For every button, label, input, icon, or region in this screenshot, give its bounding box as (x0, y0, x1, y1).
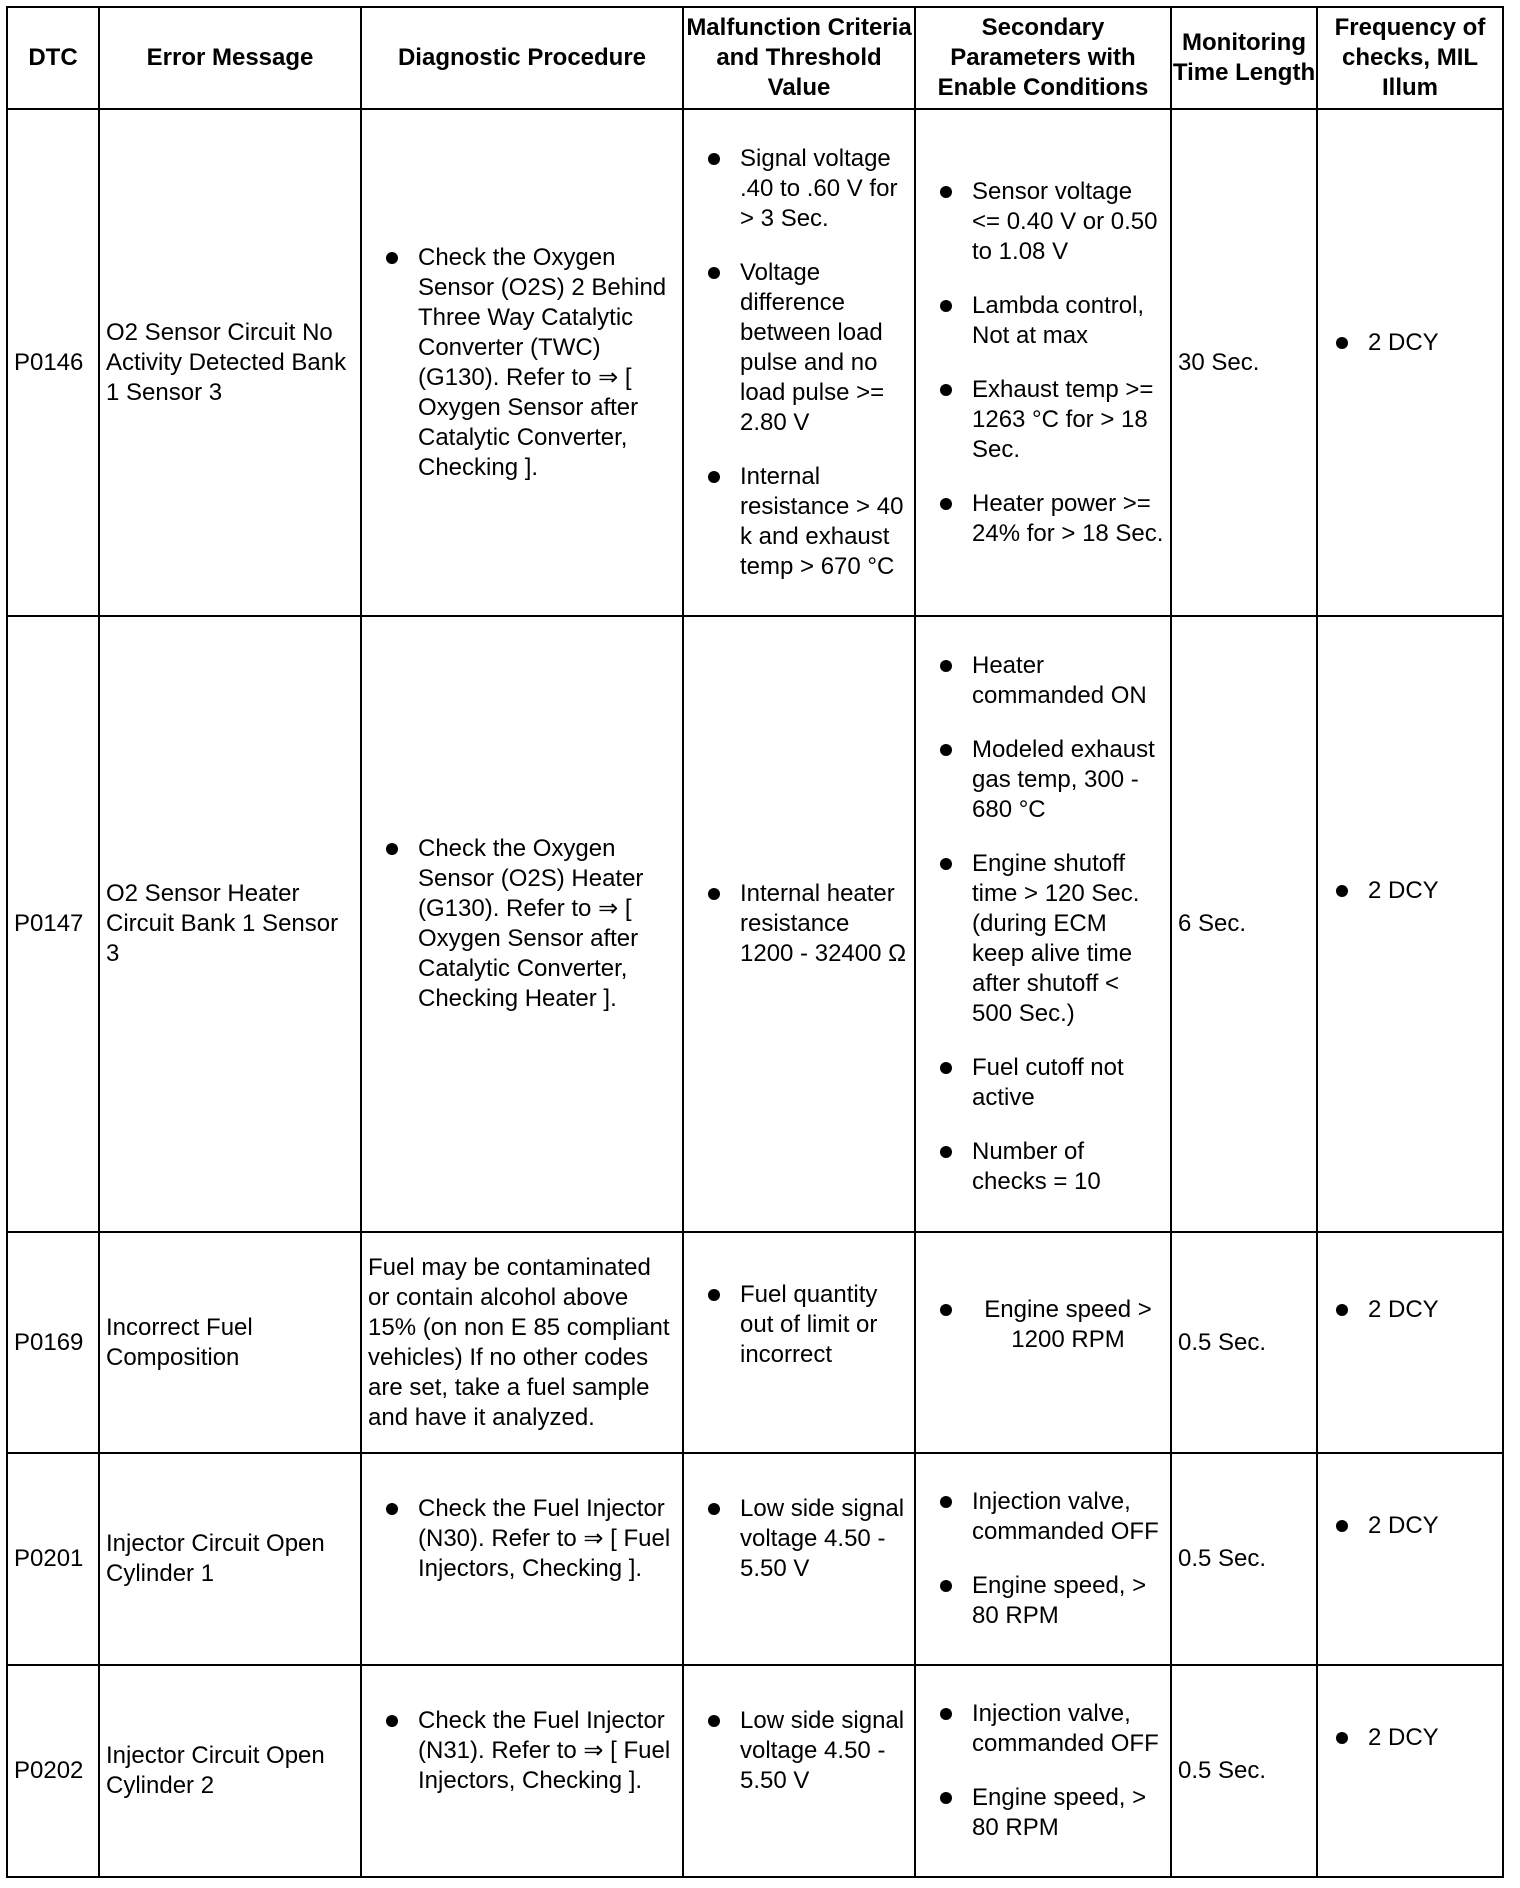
frequency (1318, 1295, 1502, 1325)
dtc-code: P0169 (14, 1328, 84, 1356)
header-dtc: DTC (7, 7, 99, 109)
secondary-parameters (916, 177, 1170, 549)
parameter-item: Heater commanded ON (938, 651, 1164, 711)
frequency-item: 2 DCY (1334, 1723, 1496, 1753)
monitoring-time: 30 Sec. (1178, 348, 1260, 376)
frequency (1318, 876, 1502, 906)
parameter-item: Engine speed, > 80 RPM (938, 1783, 1164, 1843)
frequency-item: 2 DCY (1334, 328, 1496, 358)
monitoring-time: 6 Sec. (1178, 910, 1247, 937)
table-row (7, 109, 1503, 616)
criteria-item: Low side signal voltage 4.50 - 5.50 V (706, 1494, 908, 1584)
dtc-code: P0201 (14, 1545, 84, 1572)
dtc-code: P0147 (14, 910, 84, 937)
table-row (7, 616, 1503, 1232)
frequency-item: 2 DCY (1334, 876, 1496, 906)
secondary-parameters (916, 1295, 1170, 1355)
error-message: Injector Circuit Open Cylinder 2 (106, 1742, 325, 1799)
header-diagnostic-procedure: Diagnostic Procedure (361, 7, 683, 109)
parameter-item: Modeled exhaust gas temp, 300 - 680 °C (938, 735, 1164, 825)
parameter-item: Number of checks = 10 (938, 1137, 1164, 1197)
header-frequency: Frequency of checks, MIL Illum (1317, 7, 1503, 109)
diagnostic-procedure (362, 834, 682, 1014)
header-malfunction-criteria: Malfunction Criteria and Threshold Value (683, 7, 915, 109)
secondary-parameters (916, 1699, 1170, 1843)
table-row (7, 1232, 1503, 1453)
criteria-item: Low side signal voltage 4.50 - 5.50 V (706, 1706, 908, 1796)
parameter-item: Injection valve, commanded OFF (938, 1699, 1164, 1759)
diagnostic-procedure (362, 243, 682, 483)
parameter-item: Injection valve, commanded OFF (938, 1487, 1164, 1547)
dtc-code: P0202 (14, 1757, 84, 1784)
criteria-item: Fuel quantity out of limit or incorrect (706, 1280, 908, 1370)
dtc-code: P0146 (14, 348, 84, 376)
header-secondary-parameters: Secondary Parameters with Enable Conditions (915, 7, 1171, 109)
diagnostic-procedure: Fuel may be contaminated or contain alcohol above 15% (on non E 85 compliant vehicles) If no other codes are set, take a fuel sample and have it analyzed. (368, 1253, 670, 1431)
header-row (7, 7, 1503, 109)
header-error-message: Error Message (99, 7, 361, 109)
criteria-item: Internal heater resistance 1200 - 32400 Ω (706, 879, 908, 969)
table-row (7, 1665, 1503, 1877)
frequency (1318, 1723, 1502, 1753)
frequency-item: 2 DCY (1334, 1295, 1496, 1325)
malfunction-criteria (684, 144, 914, 582)
frequency (1318, 328, 1502, 358)
parameter-item: Fuel cutoff not active (938, 1053, 1164, 1113)
frequency (1318, 1511, 1502, 1541)
error-message: O2 Sensor Circuit No Activity Detected Bank 1 Sensor 3 (106, 318, 347, 406)
procedure-item: Check the Oxygen Sensor (O2S) Heater (G130). Refer to ⇒ [ Oxygen Sensor after Catalytic Converter, Checking Heater ]. (384, 834, 676, 1014)
diagnostic-procedure (362, 1706, 682, 1796)
parameter-item: Sensor voltage <= 0.40 V or 0.50 to 1.08 V (938, 177, 1164, 267)
criteria-item: Signal voltage .40 to .60 V for > 3 Sec. (706, 144, 908, 234)
frequency-item: 2 DCY (1334, 1511, 1496, 1541)
monitoring-time: 0.5 Sec. (1178, 1757, 1267, 1784)
procedure-item: Check the Fuel Injector (N30). Refer to ⇒ [ Fuel Injectors, Checking ]. (384, 1494, 676, 1584)
malfunction-criteria (684, 879, 914, 969)
malfunction-criteria (684, 1494, 914, 1584)
parameter-item: Lambda control, Not at max (938, 291, 1164, 351)
secondary-parameters (916, 1487, 1170, 1631)
criteria-item: Internal resistance > 40 k and exhaust temp > 670 °C (706, 462, 908, 582)
malfunction-criteria (684, 1706, 914, 1796)
procedure-item: Check the Oxygen Sensor (O2S) 2 Behind Three Way Catalytic Converter (TWC) (G130). Refer to ⇒ [ Oxygen Sensor after Catalytic Converter, Checking ]. (384, 243, 676, 483)
secondary-parameters (916, 651, 1170, 1197)
dtc-table (6, 6, 1504, 1878)
table-row (7, 1453, 1503, 1665)
monitoring-time: 0.5 Sec. (1178, 1545, 1267, 1572)
procedure-item: Check the Fuel Injector (N31). Refer to ⇒ [ Fuel Injectors, Checking ]. (384, 1706, 676, 1796)
parameter-item: Heater power >= 24% for > 18 Sec. (938, 489, 1164, 549)
parameter-item: Engine speed > 1200 RPM (938, 1295, 1164, 1355)
header-monitoring-time: Monitoring Time Length (1171, 7, 1317, 109)
diagnostic-procedure (362, 1494, 682, 1584)
error-message: O2 Sensor Heater Circuit Bank 1 Sensor 3 (106, 880, 339, 967)
error-message: Incorrect Fuel Composition (106, 1313, 253, 1371)
error-message: Injector Circuit Open Cylinder 1 (106, 1530, 325, 1587)
parameter-item: Exhaust temp >= 1263 °C for > 18 Sec. (938, 375, 1164, 465)
parameter-item: Engine shutoff time > 120 Sec. (during ECM keep alive time after shutoff < 500 Sec.) (938, 849, 1164, 1029)
parameter-item: Engine speed, > 80 RPM (938, 1571, 1164, 1631)
monitoring-time: 0.5 Sec. (1178, 1328, 1267, 1356)
criteria-item: Voltage difference between load pulse and no load pulse >= 2.80 V (706, 258, 908, 438)
malfunction-criteria (684, 1280, 914, 1370)
